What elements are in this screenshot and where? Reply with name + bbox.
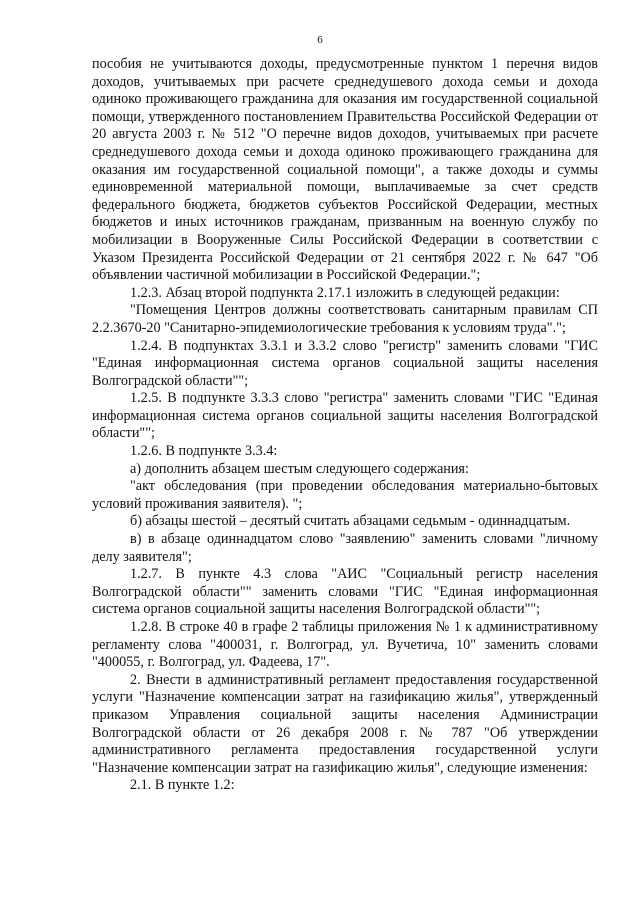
paragraph: 2.1. В пункте 1.2:: [130, 777, 235, 794]
paragraph: а) дополнить абзацем шестым следующего содержания:: [130, 460, 469, 477]
paragraph: в) в абзаце одиннадцатом слово "заявлению" заменить словами "личному делу заявителя";: [92, 531, 598, 565]
document-body: [92, 56, 598, 795]
paragraph: 2. Внести в административный регламент предоставления государственной услуги "Назначение компенсации затрат на газификацию жилья", утвержденный приказом Управления социальной защиты населения Администрации Волгоградской области от 26 декабря 2008 г. № 787 "Об утверждении административного регламента предоставления государственной услуги "Назначение компенсации затрат на газификацию жилья", следующие изменения:: [92, 671, 598, 776]
paragraph: "акт обследования (при проведении обследования материально-бытовых условий проживания заявителя). ";: [92, 478, 598, 512]
paragraph: "Помещения Центров должны соответствовать санитарным правилам СП 2.2.3670-20 "Санитарно-эпидемиологические требования к условиям труда".";: [92, 302, 598, 336]
paragraph: пособия не учитываются доходы, предусмотренные пунктом 1 перечня видов доходов, учитываемых при расчете среднедушевого дохода семьи и дохода одиноко проживающего гражданина для оказания им государственной социальной помощи, утвержденного постановлением Правительства Российской Федерации от 20 августа 2003 г. № 512 "О перечне видов доходов, учитываемых при расчете среднедушевого дохода семьи и дохода одиноко проживающего гражданина для оказания им государственной социальной помощи", а также доходы и суммы единовременной материальной помощи, выплачиваемые за счет средств федерального бюджета, бюджетов субъектов Российской Федерации, местных бюджетов и иных источников гражданам, призванным на военную службу по мобилизации в Вооруженные Силы Российской Федерации в соответствии с Указом Президента Российской Федерации от 21 сентября 2022 г. № 647 "Об объявлении частичной мобилизации в Российской Федерации.";: [92, 56, 598, 284]
paragraph: 1.2.6. В подпункте 3.3.4:: [130, 443, 278, 460]
paragraph: 1.2.7. В пункте 4.3 слова "АИС "Социальный регистр населения Волгоградской области"" заменить словами "ГИС "Единая информационная система органов социальной защиты населения Волгоградской области"";: [92, 566, 598, 618]
paragraph: 1.2.8. В строке 40 в графе 2 таблицы приложения № 1 к административному регламенту слова "400031, г. Волгоград, ул. Вучетича, 10" заменить словами "400055, г. Волгоград, ул. Фадеева, 17".: [92, 619, 598, 671]
paragraph: б) абзацы шестой – десятый считать абзацами седьмым - одиннадцатым.: [130, 513, 571, 530]
page-number: 6: [317, 34, 323, 46]
paragraph: 1.2.4. В подпунктах 3.3.1 и 3.3.2 слово "регистр" заменить словами "ГИС "Единая информационная система органов социальной защиты населения Волгоградской области"";: [92, 337, 598, 389]
paragraph: 1.2.3. Абзац второй подпункта 2.17.1 изложить в следующей редакции:: [130, 284, 560, 301]
paragraph: 1.2.5. В подпункте 3.3.3 слово "регистра" заменить словами "ГИС "Единая информационная система органов социальной защиты населения Волгоградской области"";: [92, 390, 598, 442]
